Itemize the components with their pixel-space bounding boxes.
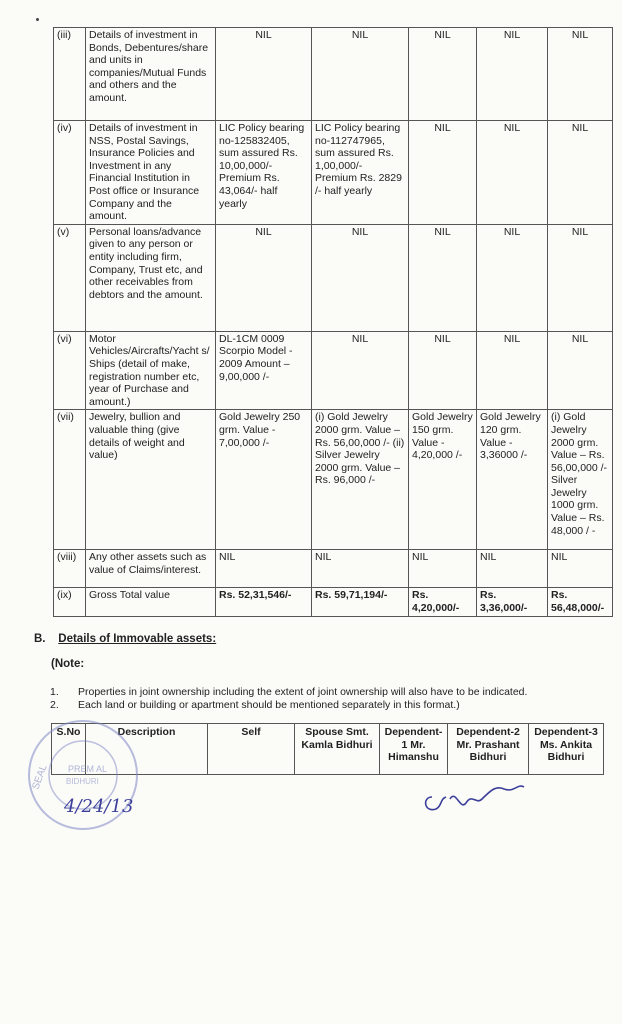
header-sno: S.No (52, 724, 86, 775)
table-row (54, 224, 613, 331)
dependent1-cell: NIL (409, 28, 477, 121)
row-description: Details of investment in NSS, Postal Savings, Insurance Policies and Investment in any Financial Institution in Post office or Insurance Company and the amount. (86, 121, 216, 225)
dependent2-cell: NIL (477, 28, 548, 121)
dependent2-cell: NIL (477, 550, 548, 588)
dependent3-total: Rs. 56,48,000/- (548, 588, 613, 616)
note-text: Properties in joint ownership including the extent of joint ownership will also have to be indicated. (78, 686, 528, 698)
spouse-cell: NIL (312, 224, 409, 331)
dependent2-cell: NIL (477, 121, 548, 225)
row-description: Details of investment in Bonds, Debentures/share and units in companies/Mutual Funds and others and the amount. (86, 28, 216, 121)
row-description: Jewelry, bullion and valuable thing (give details of weight and value) (86, 410, 216, 550)
row-description: Personal loans/advance given to any person or entity including firm, Company, Trust etc, and other receivables from debtors and the amount. (86, 224, 216, 331)
dependent1-total: Rs. 4,20,000/- (409, 588, 477, 616)
self-cell: NIL (216, 550, 312, 588)
row-description: Any other assets such as value of Claims/interest. (86, 550, 216, 588)
spouse-cell: NIL (312, 331, 409, 410)
spouse-cell: NIL (312, 28, 409, 121)
header-self: Self (208, 724, 295, 775)
dependent3-cell: NIL (548, 28, 613, 121)
self-total: Rs. 52,31,546/- (216, 588, 312, 616)
row-number: (vii) (54, 410, 86, 550)
handwritten-date (60, 784, 140, 824)
table-row (54, 331, 613, 410)
header-dependent1: Dependent-1 Mr. Himanshu (380, 724, 448, 775)
table-row (54, 28, 613, 121)
table-row (54, 121, 613, 225)
dependent2-cell: NIL (477, 224, 548, 331)
self-cell: LIC Policy bearing no-125832405, sum assured Rs. 10,00,000/- Premium Rs. 43,064/- half yearly (216, 121, 312, 225)
self-cell: Gold Jewelry 250 grm. Value - 7,00,000 /- (216, 410, 312, 550)
header-spouse: Spouse Smt. Kamla Bidhuri (295, 724, 380, 775)
dependent3-cell: NIL (548, 224, 613, 331)
note-number: 2. (50, 698, 59, 711)
self-cell: NIL (216, 224, 312, 331)
row-number: (iv) (54, 121, 86, 225)
section-letter: B. (34, 633, 46, 645)
dependent2-total: Rs. 3,36,000/- (477, 588, 548, 616)
row-number: (vi) (54, 331, 86, 410)
dependent2-cell: NIL (477, 331, 548, 410)
row-description: Gross Total value (86, 588, 216, 616)
spouse-cell: LIC Policy bearing no-112747965, sum assured Rs. 1,00,000/- Premium Rs. 2829 /- half yearly (312, 121, 409, 225)
row-number: (viii) (54, 550, 86, 588)
row-number: (v) (54, 224, 86, 331)
self-cell: DL-1CM 0009 Scorpio Model - 2009 Amount – 9,00,000 /- (216, 331, 312, 410)
stamp-line-1: PREM AL (68, 764, 108, 774)
dependent2-cell: Gold Jewelry 120 grm. Value - 3,36000 /- (477, 410, 548, 550)
dependent3-cell: NIL (548, 121, 613, 225)
dependent1-cell: NIL (409, 224, 477, 331)
table-row-total (54, 588, 613, 616)
section-b-heading (34, 633, 216, 645)
self-cell: NIL (216, 28, 312, 121)
signature-date: 4/24/13 (64, 796, 134, 817)
dependent3-cell: NIL (548, 331, 613, 410)
header-dependent2: Dependent-2 Mr. Prashant Bidhuri (448, 724, 529, 775)
row-description: Motor Vehicles/Aircrafts/Yacht s/ Ships (detail of make, registration number etc, year of Purchase and amount.) (86, 331, 216, 410)
section-title: Details of Immovable assets: (58, 633, 217, 645)
table-row (54, 550, 613, 588)
stamp-line-2: BIDHURI (66, 777, 99, 786)
stamp-seal-text: SEAL (30, 763, 50, 792)
row-number: (ix) (54, 588, 86, 616)
note-item (50, 699, 527, 712)
row-number: (iii) (54, 28, 86, 121)
table-row (54, 410, 613, 550)
note-label: (Note: (51, 658, 85, 670)
note-item (50, 686, 527, 699)
dependent1-cell: Gold Jewelry 150 grm. Value - 4,20,000 /- (409, 410, 477, 550)
spouse-cell: NIL (312, 550, 409, 588)
note-number: 1. (50, 686, 59, 698)
dependent3-cell: NIL (548, 550, 613, 588)
header-description: Description (86, 724, 208, 775)
dependent3-cell: (i) Gold Jewelry 2000 grm. Value – Rs. 56,00,000 /- Silver Jewelry 1000 grm. Value – Rs. 48,000 / - (548, 410, 613, 550)
movable-assets-table (53, 27, 613, 617)
dependent1-cell: NIL (409, 550, 477, 588)
spouse-cell: (i) Gold Jewelry 2000 grm. Value – Rs. 56,00,000 /- (ii) Silver Jewelry 2000 grm. Value – Rs. 96,000 /- (312, 410, 409, 550)
notes-list (50, 686, 527, 711)
header-dependent3: Dependent-3 Ms. Ankita Bidhuri (529, 724, 604, 775)
bullet-mark (36, 18, 39, 21)
dependent1-cell: NIL (409, 121, 477, 225)
spouse-total: Rs. 59,71,194/- (312, 588, 409, 616)
dependent1-cell: NIL (409, 331, 477, 410)
note-text: Each land or building or apartment should be mentioned separately in this format.) (78, 698, 460, 711)
handwritten-signature (420, 775, 530, 820)
